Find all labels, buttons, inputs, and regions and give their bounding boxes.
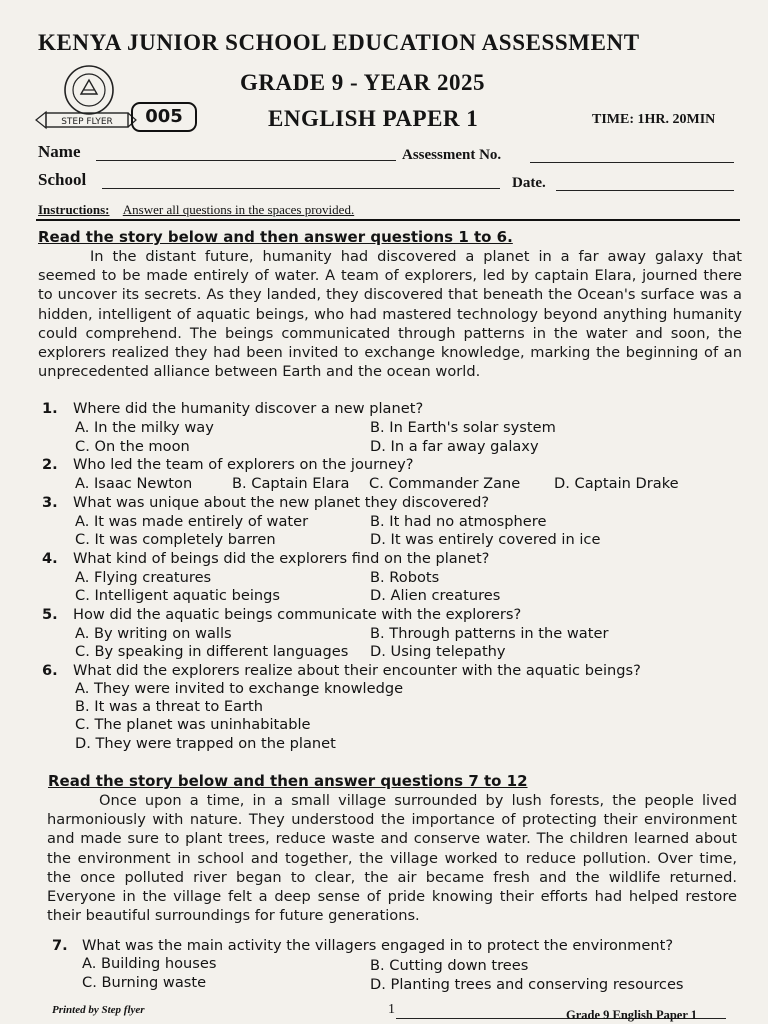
step-flyer-logo: [34, 60, 144, 140]
question-3-text: What was unique about the new planet they discovered?: [73, 494, 490, 511]
exam-title: KENYA JUNIOR SCHOOL EDUCATION ASSESSMENT: [38, 30, 640, 55]
question-4-option-c[interactable]: C. Intelligent aquatic beings: [75, 587, 280, 604]
question-6-option-a[interactable]: A. They were invited to exchange knowledge: [75, 680, 404, 697]
question-5-option-a[interactable]: A. By writing on walls: [75, 625, 232, 642]
date-field[interactable]: [556, 190, 734, 191]
question-3-option-c[interactable]: C. It was completely barren: [75, 531, 276, 548]
question-6-number: 6.: [42, 662, 58, 679]
question-6-option-b[interactable]: B. It was a threat to Earth: [75, 698, 264, 715]
exam-grade-year: GRADE 9 - YEAR 2025: [240, 70, 486, 95]
question-4-option-a[interactable]: A. Flying creatures: [75, 569, 212, 586]
exam-time: TIME: 1HR. 20MIN: [592, 112, 716, 127]
question-7-text: What was the main activity the villagers engaged in to protect the environment?: [82, 937, 674, 954]
section2-heading: Read the story below and then answer questions 7 to 12: [48, 772, 528, 790]
question-4-text: What kind of beings did the explorers find on the planet?: [73, 550, 490, 567]
question-5-option-d[interactable]: D. Using telepathy: [370, 643, 506, 660]
question-2-option-b[interactable]: B. Captain Elara: [232, 475, 350, 492]
question-5-option-c[interactable]: C. By speaking in different languages: [75, 643, 349, 660]
question-6-option-d[interactable]: D. They were trapped on the planet: [75, 735, 336, 752]
question-2-option-d[interactable]: D. Captain Drake: [554, 475, 679, 492]
question-6-option-c[interactable]: C. The planet was uninhabitable: [75, 716, 311, 733]
section1-passage: [38, 247, 742, 381]
step-flyer-logo-icon: [34, 60, 144, 140]
footer-paper-name: Grade 9 English Paper 1: [566, 1008, 698, 1022]
question-1-option-b[interactable]: B. In Earth's solar system: [370, 419, 556, 436]
section1-heading: Read the story below and then answer questions 1 to 6.: [38, 228, 513, 246]
name-label: Name: [38, 142, 81, 161]
question-6-text: What did the explorers realize about their encounter with the aquatic beings?: [73, 662, 641, 679]
school-field[interactable]: [102, 188, 500, 189]
question-7-option-c[interactable]: C. Burning waste: [82, 974, 207, 991]
question-1-option-c[interactable]: C. On the moon: [75, 438, 190, 455]
instructions-text: Answer all questions in the spaces provided.: [122, 202, 355, 217]
question-1-option-a[interactable]: A. In the milky way: [75, 419, 214, 436]
question-4-option-d[interactable]: D. Alien creatures: [370, 587, 501, 604]
question-2-number: 2.: [42, 456, 58, 473]
date-label: Date.: [512, 175, 546, 191]
question-4-option-b[interactable]: B. Robots: [370, 569, 440, 586]
question-7-option-d[interactable]: D. Planting trees and conserving resources: [370, 976, 684, 993]
question-1-number: 1.: [42, 400, 58, 417]
question-7-option-b[interactable]: B. Cutting down trees: [370, 957, 529, 974]
name-field[interactable]: [96, 160, 396, 161]
paper-code: 005: [131, 102, 197, 132]
question-7-option-a[interactable]: A. Building houses: [82, 955, 217, 972]
instructions-label: Instructions:: [38, 202, 110, 217]
question-2-text: Who led the team of explorers on the journey?: [73, 456, 414, 473]
footer-page-number: 1: [388, 1002, 395, 1017]
logo-ribbon-text: STEP FLYER: [61, 117, 113, 127]
footer-printer: Printed by Step flyer: [52, 1004, 145, 1016]
question-2-option-c[interactable]: C. Commander Zane: [369, 475, 521, 492]
question-4-number: 4.: [42, 550, 58, 567]
question-3-option-d[interactable]: D. It was entirely covered in ice: [370, 531, 601, 548]
assessment-label: Assessment No.: [402, 147, 502, 163]
exam-paper-name: ENGLISH PAPER 1: [268, 106, 479, 131]
question-3-option-b[interactable]: B. It had no atmosphere: [370, 513, 547, 530]
question-1-text: Where did the humanity discover a new planet?: [73, 400, 424, 417]
question-3-number: 3.: [42, 494, 58, 511]
question-3-option-a[interactable]: A. It was made entirely of water: [75, 513, 309, 530]
instructions: [38, 202, 354, 218]
question-2-option-a[interactable]: A. Isaac Newton: [75, 475, 193, 492]
question-7-number: 7.: [52, 937, 68, 954]
school-label: School: [38, 170, 87, 189]
question-5-number: 5.: [42, 606, 58, 623]
question-1-option-d[interactable]: D. In a far away galaxy: [370, 438, 539, 455]
header-divider: [36, 219, 740, 221]
section2-passage-text: Once upon a time, in a small village surrounded by lush forests, the people lived harmoniously with nature. They understood the importance of protecting their environment and made sure to plant trees, reduce waste and conserve water. The children learned about the environment in school and together, the village worked to reduce pollution. Over time, the once polluted river began to clear, the air became fresh and the wildlife returned. Everyone in the village felt a deep sense of pride knowing their efforts had helped restore their beautiful surroundings for future generations.: [47, 792, 737, 925]
section2-passage: [47, 791, 737, 925]
section1-passage-text: In the distant future, humanity had discovered a planet in a far away galaxy that seemed to be made entirely of water. A team of explorers, led by captain Elara, journed there to uncover its secrets. As they landed, they discovered that beneath the Ocean's surface was a hidden, intelligent of aquatic beings, who had mastered technology beyond anything humanity could comprehend. The beings communicated through patterns in the water and soon, the explorers realized they had been invited to exchange knowledge, marking the beginning of an unprecedented alliance between Earth and the ocean world.: [38, 248, 742, 381]
question-5-option-b[interactable]: B. Through patterns in the water: [370, 625, 609, 642]
question-5-text: How did the aquatic beings communicate with the explorers?: [73, 606, 522, 623]
assessment-field[interactable]: [530, 162, 734, 163]
